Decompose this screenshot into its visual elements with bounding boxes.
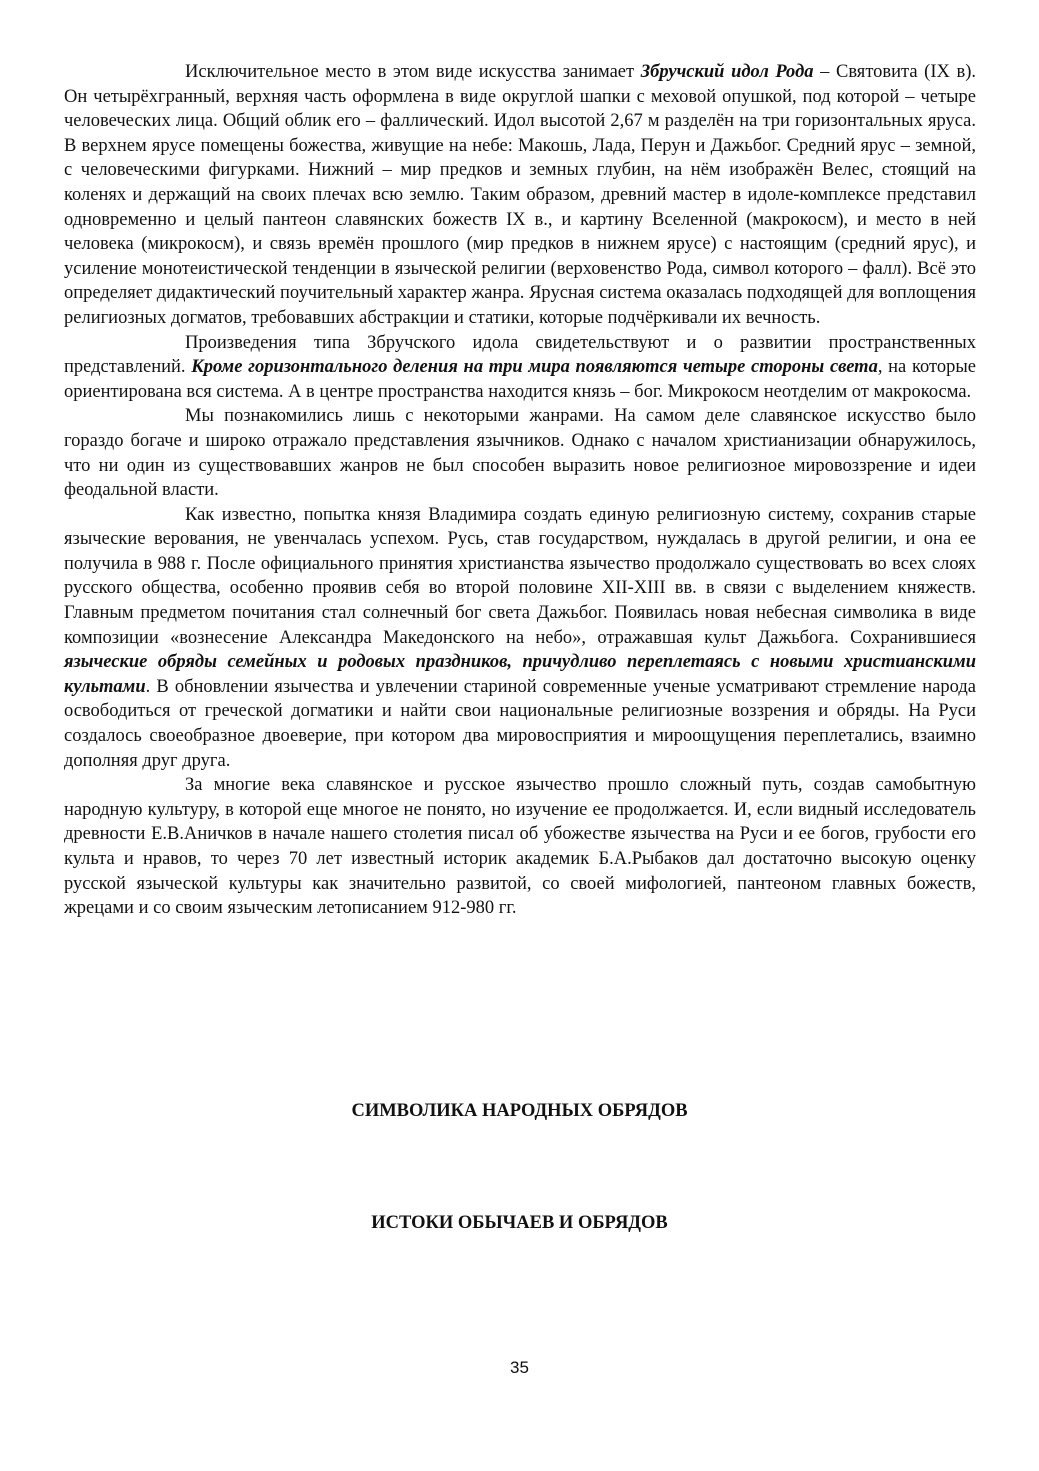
paragraph-text: Как известно, попытка князя Владимира создать единую религиозную систему, сохранив старые языческие верования, не увенчалась успехом. Русь, став государством, нуждалась в другой религии, и она ее получила в 988 г. После официального принятия христианства язычество продолжало существовать во всех слоях русского общества, особенно проявив себя во второй половине XII-XIII вв. в связи с выделением княжеств. Главным предметом почитания стал солнечный бог света Дажьбог. Появилась новая небесная символика в виде композиции «вознесение Александра Македонского на небо», отражавшая культ Дажьбога. Сохранившиеся	[64, 504, 976, 648]
paragraph	[64, 331, 976, 405]
paragraph-text: Произведения типа Збручского идола свидетельствуют и о развитии пространственных представлений.	[64, 332, 976, 378]
paragraph	[64, 404, 976, 502]
paragraph-text: За многие века славянское и русское язычество прошло сложный путь, создав самобытную народную культуру, в которой еще многое не понято, но изучение ее продолжается. И, если видный исследователь древности Е.В.Аничков в начале нашего столетия писал об убожестве язычества на Руси и ее богов, грубости его культа и нравов, то через 70 лет известный историк академик Б.А.Рыбаков дал достаточно высокую оценку русской языческой культуры как значительно развитой, со своей мифологией, пантеоном главных божеств, жрецами и со своим языческим летописанием 912-980 гг.	[64, 775, 976, 919]
page-number: 35	[510, 1358, 529, 1377]
paragraph-text: , на которые ориентирована вся система. А в центре пространства находится князь – бог. Микрокосм неотделим от макрокосма.	[64, 357, 976, 402]
paragraph-text: . В обновлении язычества и увлечении стариной современные ученые усматривают стремление народа освободиться от греческой догматики и найти свои национальные религиозные воззрения и обряды. На Руси создалось своеобразное двоеверие, при котором два мировосприятия и мироощущения переплетались, взаимно дополняя друг друга.	[64, 676, 976, 771]
paragraph	[64, 503, 976, 774]
paragraph	[64, 60, 976, 331]
paragraph	[64, 773, 976, 921]
section-heading: СИМВОЛИКА НАРОДНЫХ ОБРЯДОВ	[351, 1101, 688, 1121]
paragraph-text: Исключительное место в этом виде искусства занимает	[185, 62, 641, 82]
emphasis-text: языческие обряды семейных и родовых праздников, причудливо переплетаясь с новыми христианскими культами	[64, 652, 976, 697]
emphasis-text: Збручский идол Рода	[640, 62, 814, 82]
document-body	[64, 60, 976, 921]
paragraph-text: – Святовита (IX в). Он четырёхгранный, верхняя часть оформлена в виде округлой шапки с меховой опушкой, под которой – четыре человеческих лица. Общий облик его – фаллический. Идол высотой 2,67 м разделён на три горизонтальных яруса. В верхнем ярусе помещены божества, живущие на небе: Макошь, Лада, Перун и Дажьбог. Средний ярус – земной, с человеческими фигурками. Нижний – мир предков и земных глубин, на нём изображён Велес, стоящий на коленях и держащий на своих плечах всю землю. Таким образом, древний мастер в идоле-комплексе представил одновременно и целый пантеон славянских божеств IX в., и картину Вселенной (макрокосм), и место в ней человека (микрокосм), и связь времён прошлого (мир предков в нижнем ярусе) с настоящим (средний ярус), и усиление монотеистической тенденции в языческой религии (верховенство Рода, символ которого – фалл). Всё это определяет дидактический поучительный характер жанра. Ярусная система оказалась подходящей для воплощения религиозных догматов, требовавших абстракции и статики, которые подчёркивали их вечность.	[64, 62, 976, 328]
emphasis-text: Кроме горизонтального деления на три мира появляются четыре стороны света	[191, 357, 878, 378]
subsection-heading: ИСТОКИ ОБЫЧАЕВ И ОБРЯДОВ	[371, 1213, 668, 1233]
paragraph-text: Мы познакомились лишь с некоторыми жанрами. На самом деле славянское искусство было гораздо богаче и широко отражало представления язычников. Однако с началом христианизации обнаружилось, что ни один из существовавших жанров не был способен выразить новое религиозное мировоззрение и идеи феодальной власти.	[64, 406, 976, 501]
